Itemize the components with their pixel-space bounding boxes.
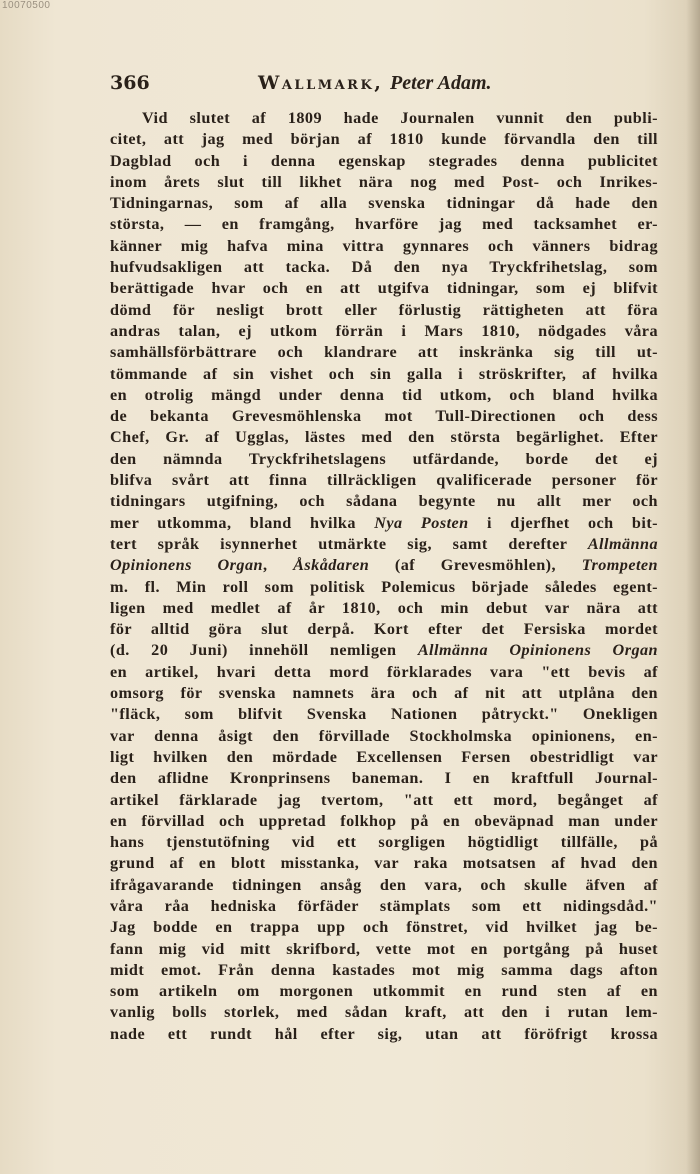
text-segment: (d. 20 Juni) innehöll nemligen [110, 641, 418, 660]
text-line [110, 406, 658, 427]
text-line [110, 470, 658, 491]
text-line [110, 385, 658, 406]
text-segment: som artikeln om morgonen utkommit en rund sten af en [110, 982, 658, 1001]
text-segment: de bekanta Grevesmöhlenska mot Tull-Directionen och dess [110, 407, 658, 426]
text-segment: (af Grevesmöhlen), [369, 556, 582, 575]
italic-title: Opinionens Organ [110, 556, 263, 575]
text-line [110, 811, 658, 832]
text-line [110, 726, 658, 747]
running-head-surname: Wallmark, [258, 72, 384, 94]
page-edge-shadow [686, 0, 700, 1174]
text-segment: dömd för nesligt brott eller förlustig rättigheten att föra [110, 300, 658, 319]
text-segment: en artikel, hvari detta mord förklarades vara "ett bevis af [110, 662, 658, 681]
text-line [110, 1002, 658, 1023]
text-line [110, 853, 658, 874]
text-segment: Chef, Gr. af Ugglas, lästes med den största begärlighet. Efter [110, 428, 658, 447]
text-segment: för alltid göra slut derpå. Kort efter det Fersiska mordet [110, 620, 658, 639]
running-head [258, 72, 492, 95]
text-segment: Tidningarnas, som af alla svenska tidningar då hade den [110, 194, 658, 213]
text-segment: tömmande af sin vishet och sin galla i ströskrifter, af hvilka [110, 364, 658, 383]
text-segment: känner mig hafva mina vittra gynnares och vänners bidrag [110, 236, 658, 255]
text-segment: "fläck, som blifvit Svenska Nationen påtryckt." Onekligen [110, 705, 658, 724]
text-segment: den nämnda Tryckfrihetslagens utfärdande, borde det ej [110, 449, 658, 468]
text-segment: vanlig bolls storlek, med sådan kraft, att den i rutan lem- [110, 1003, 658, 1022]
text-segment: citet, att jag med början af 1810 kunde förvandla den till [110, 130, 658, 149]
text-segment: andras talan, ej utkom förrän i Mars 1810, nödgades våra [110, 321, 658, 340]
text-line [110, 193, 658, 214]
text-line [110, 342, 658, 363]
text-line [110, 939, 658, 960]
text-line [110, 364, 658, 385]
text-segment: största, — en framgång, hvarföre jag med tacksamhet er- [110, 215, 658, 234]
text-segment: grund af en blott misstanka, var raka motsatsen af hvad den [110, 854, 658, 873]
text-segment: Vid slutet af 1809 hade Journalen vunnit den publi- [142, 109, 658, 127]
scan-id: 10070500 [2, 0, 51, 11]
text-segment: en otrolig mängd under denna tid utkom, och bland hvilka [110, 385, 658, 404]
text-line [110, 960, 658, 981]
text-line [110, 172, 658, 193]
text-segment: hans tjenstutöfning vid ett sorgligen högtidligt tillfälle, på [110, 833, 658, 852]
text-segment: fann mig vid mitt skrifbord, vette mot en portgång på huset [110, 939, 658, 958]
text-segment: artikel färklarade jag tvertom, "att ett mord, begånget af [110, 790, 658, 809]
text-segment: ligt hvilken den mördade Excellensen Fersen obestridligt var [110, 747, 658, 766]
text-segment: omsorg för svenska namnets ära och af nit att utplåna den [110, 684, 658, 703]
text-line [110, 1024, 658, 1045]
text-segment: den aflidne Kronprinsens baneman. I en kraftfull Journal- [110, 769, 658, 788]
text-line [110, 427, 658, 448]
text-line [110, 577, 658, 598]
text-line [110, 917, 658, 938]
text-segment: tidningars utgifning, och sådana begynte nu allt mer och [110, 492, 658, 511]
text-line [110, 278, 658, 299]
text-line [110, 449, 658, 470]
text-segment: mer utkomma, bland hvilka [110, 513, 375, 532]
text-segment: hufvudsakligen att tacka. Då den nya Tryckfrihetslag, som [110, 258, 658, 277]
text-line [110, 257, 658, 278]
text-segment: samhällsförbättrare och klandrare att inskränka sig till ut- [110, 343, 658, 362]
text-segment: tert språk isynnerhet utmärkte sig, samt derefter [110, 534, 588, 553]
text-segment: nade ett rundt hål efter sig, utan att föröfrigt krossa [110, 1024, 658, 1043]
italic-title: Trompeten [581, 556, 659, 575]
text-segment: blifva svårt att finna tillräckligen qvalificerade personer för [110, 471, 658, 490]
text-segment: midt emot. Från denna kastades mot mig samma dags afton [110, 960, 658, 979]
italic-title: Allmänna [587, 534, 658, 553]
text-line [110, 981, 658, 1002]
text-line [110, 108, 658, 129]
text-line [110, 598, 658, 619]
text-line [110, 790, 658, 811]
text-segment: ifrågavarande tidningen ansåg den vara, och skulle äfven af [110, 875, 658, 894]
text-line [110, 513, 658, 534]
text-segment: en förvillad och uppretad folkhop på en obeväpnad man under [110, 811, 658, 830]
text-segment: våra råa hedniska förfäder stämplats som ett nidingsdåd." [110, 896, 658, 915]
text-line [110, 768, 658, 789]
text-line [110, 214, 658, 235]
text-line [110, 129, 658, 150]
text-line [110, 491, 658, 512]
italic-title: Åskådaren [293, 556, 370, 575]
text-segment: m. fl. Min roll som politisk Polemicus började således egent- [110, 577, 658, 596]
running-head-given-name: Peter Adam. [390, 72, 492, 94]
text-line [110, 321, 658, 342]
text-line [110, 236, 658, 257]
italic-title: Nya Posten [374, 513, 469, 532]
body-paragraph [110, 108, 658, 1045]
running-header [110, 72, 670, 98]
italic-title: Allmänna Opinionens Organ [417, 641, 658, 660]
text-line [110, 875, 658, 896]
text-line [110, 619, 658, 640]
text-segment: Dagblad och i denna egenskap stegrades denna publicitet [110, 151, 658, 170]
text-segment: Jag bodde en trappa upp och fönstret, vid hvilket jag be- [110, 918, 658, 937]
text-line [110, 640, 658, 661]
text-line [110, 747, 658, 768]
text-line [110, 896, 658, 917]
text-line [110, 704, 658, 725]
text-segment: berättigade hvar och en att utgifva tidningar, som ej blifvit [110, 279, 658, 298]
text-segment: ligen med medlet af år 1810, och min debut var nära att [110, 598, 658, 617]
text-segment: inom årets slut till likhet nära nog med Post- och Inrikes- [110, 172, 658, 191]
page-number: 366 [110, 72, 150, 94]
text-segment: , [262, 556, 294, 575]
text-segment: i djerfhet och bit- [468, 513, 659, 532]
text-line [110, 534, 658, 555]
text-line [110, 151, 658, 172]
text-line [110, 300, 658, 321]
text-line [110, 662, 658, 683]
text-segment: var denna åsigt den förvillade Stockholmska opinionens, en- [110, 726, 658, 745]
text-line [110, 832, 658, 853]
text-line [110, 683, 658, 704]
text-line [110, 555, 658, 576]
